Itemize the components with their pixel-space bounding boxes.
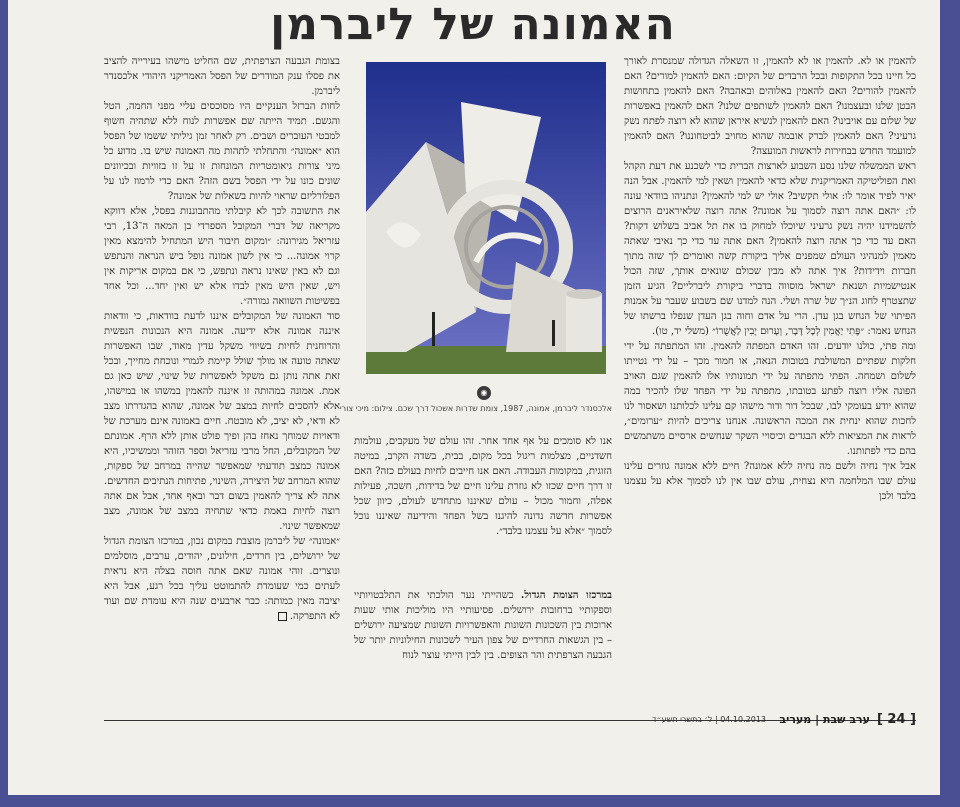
issue-date: 04.10.2013 | ל׳ בתשרי תשע״ד bbox=[652, 715, 766, 724]
paragraph: בצומת הגבעה הצרפתית, שם החליט מישהו בעירייה להציב את פסלו ענק המודרים של הפסל האמריקני היהודי אלכסנדר ליברמן. bbox=[104, 56, 340, 97]
newspaper-page bbox=[8, 0, 940, 795]
paragraph: אנו לא סומכים על אף אחד אחר. זהו עולם של מעקבים, עולמות חשדניים, מצלמות ריגול בכל מקום, בבית, בשדה הקרב, במיטה הזוגית, במקומות העבודה. האם אנו חייבים לחיות בעולם כזה? האם זו דרך חיים שכזו לא גוזרת עלינו חיים של בדידות, חשכה, פעילות אפלה, וחמור מכול – עולם שאיננו מתחדש לעולם, כיוון שכל אפשרות חדשה נדונה להיגנז בשל הפחד והידיעה שאיננו נוכל לסמוך ״אלא על עצמנו בלבד״. bbox=[354, 436, 612, 537]
photo-caption: אלכסנדר ליברמן, אמונה, 1987, צומת שדרות אשכול דרך שכם. צילום: מיכי צורי bbox=[339, 404, 612, 413]
end-mark-icon bbox=[278, 612, 287, 621]
page-number: [ 24 ] bbox=[876, 712, 916, 727]
paragraph: להאמין או לא. להאמין או לא להאמין, זו השאלה הגדולה שמנסרת לאורך כל חיינו בכל התקופות ובכל הרבדים של הקיום: האם להאמין למורים? האם להאמין להורים? האם להאמין באלוהים ובאהבה? האם להאמין בתחושות הבטן שלנו ובעצמנו? האם להאמין לשותפים שלנו? האם להאמין באפשרות של שלום עם אויבינו? האם להאמין לנשיא איראן שהוא לא רוצה לפתח נשק גרעיני? האם להאמין לברק אובמה שהוא מחויב לביטחוננו? האם להאמין למועמד החדש בבחירות לראשות המועצה? bbox=[624, 56, 916, 157]
paragraph: את התשובה לכך לא קיבלתי מהתבוננות בפסל, אלא דווקא מקריאה של דברי המקובל הספרדי בן המאה ה־13, רבי עזריאל מגירונה: ״ומקום חיבור היש המתחיל להימצא מאין קרוי אמונה... כי אין לשון אמונה נופל ביש הנראה והנתפש וגם לא באין שאינו נראה ונתפש, כי אם במקום אריקות אין ויש, שאין היש מאין לבדו אלא יש ואין יחד... וכל אחד בפשיטות השוואה גמורה״. bbox=[104, 206, 340, 307]
paragraph: לחות הברזל הענקיים היו מסוכסים עליי מפני החמה, הטל והגשם. תמיד הייתה שם אפשרות לנוח ללא שתהיה חשוף למבטי העוברים ושבים. רק לאחר זמן גיליתי ששמו של הפסל הוא ״אמונה״ והתחלתי לתהות מה האמונה שיש בו. מדוע כל מיני צורות גיאומטריות המונחות זו על זו בזוויות ובכיוונים שונים כונו על ידי הפסל בשם הזה? האם כדי לרמוז לנו על הפלורליזם שראוי להיות בשאלות של אמונה? bbox=[104, 101, 340, 202]
sculpture-photo bbox=[366, 62, 606, 374]
paragraph: אבל איך נחיה ולשם מה נחיה ללא אמונה? חיים ללא אמונה גוזרים עלינו עולם שבו המלחמה היא נצחית, עולם שבו אין לנו לסמוך אלא על עצמנו בלבד ולכן bbox=[624, 461, 916, 502]
article-column-middle-bottom bbox=[354, 588, 612, 714]
paragraph bbox=[104, 534, 340, 624]
paragraph: במרכזו הצומת הגדול. כשהייתי נער הולכתי את התלבטויותיי וספקותיי ברחובות ירושלים. פסיעותיי היו מוליכות אותי שעות ארוכות בין השכונות השונות והאפשרויות השונות שמציעה ירושלים – בין הגשאות החרדיים של צפון העיר לשכונות החילוניות יותר של הגבעה הצרפתית והר הצופים. בין לבין הייתי עוצר לנוח bbox=[354, 590, 612, 661]
camera-icon: ◉ bbox=[477, 386, 491, 400]
page-footer bbox=[104, 710, 916, 730]
paragraph-text: ״אמונה״ של ליברמן מוצבת במקום נכון, במרכזו הצומת הגדול של ירושלים, בין חרדים, חילונים, יהודים, ערבים, מוסלמים ונוצרים. זוהי אמונה שאם אתה חוסה בצלה היא נראית לעתים כמי שעומדת להתמוטט עליך בכל רגע, אבל היא יציבה מאין כמותה: כבר ארבעים שנה היא עומדת שם ועוד לא התפרקה. bbox=[104, 536, 340, 622]
article-headline: האמונה של ליברמן bbox=[270, 0, 676, 50]
paragraph: ראש הממשלה שלנו נסע השבוע לארצות הברית כדי לשכנע את דעת הקהל ואת הפוליטיקה האמריקנית שלא כדאי להאמין ושאין למי להאמין. אבל הנה יאיר לפיד אומר לו: אולי תקשיב? אולי יש למי להאמין? ונתניהו בוודאי עונה לו: ״האם אתה רוצה לסמוך על אמונה? אתה רוצה שלאיראנים הרוצים להשמידנו יהיה נשק גרעיני שיוכלו למחוק בו את תל אביב בשלוש דקות? האם עד כדי כך אתה רוצה להאמין? האם אתה עד כדי כך נאיבי שאתה מאמין למנהיגי העולם שמפנים אליך ביקורת קשה ואומרים לך שזה מתוך חברות וידידות? איך אתה לא מבין שכולם שונאים אותך, שזה הכול אנטישמיות ושנאת ישראל מוסווה בדברי ביקורת ליברליים? הגיע הזמן שתצטרף לחוג הנ״ך של שרה ושלי. הנה למדנו שם בשבוע שעבר על אמנות הפיתוי של הנחש בגן עדן. הרי על אדם וחוה בגן העדן שנפלו ברשתו של הנחש נאמר: ״פֶּתִי יַאֲמִין לְכָל דָּבָר, וְעָרוּם יָבִין לַאֲשֻׁרוֹ״ (משלי יד, טו). bbox=[624, 161, 916, 337]
paragraph: ומה פתי, כולנו יודעים. זהו האדם המפתה להאמין. זהו המתפתה על ידי חלקות שפתיים המשולבת בטובות הנאה, או חמור מכך – על ידי נטייתו לשלום ושמחה. הפתי מתפתה על ידי תמונותיו אלו להאמין שגם האויב הפונה אליו רוצה לפתע בטובתו, מתפתה על ידי הפחד שלו להכיר במה שהוא יודע בעומקי לבו, שבכל דור ודור מישהו קם עלינו לכלותנו ושאסור לנו לחכות שהוא ינחית את המכה הראשונה. אנחנו צריכים להיות ״ערומים״, לראות את המציאות ללא הבגדים וכיסויי השקר שנחשים ארסיים משתמשים בהם כדי לפתותנו. bbox=[624, 341, 916, 457]
sculpture-illustration bbox=[366, 62, 606, 374]
publication-name: ערב שבת | מעריב bbox=[779, 713, 870, 726]
subheading: במרכזו הצומת הגדול. bbox=[520, 590, 612, 601]
article-column-middle-top bbox=[354, 434, 612, 586]
article-column-left bbox=[104, 54, 340, 714]
paragraph: סוד האמונה של המקובלים איננו לדעת בוודאות, כי וודאות איננה אמונה אלא ידיעה. אמונה היא הנכונות הנפשית והרוחנית לחיות בשיווי משקל עדין מאוד, שבו האפשרות שאתה טועה או מולך שולל קיימת לגמרי ונוכחת מחייך, ובכל זאת אתה נותן גם משקל לאפשרות של שינוי, שיש כאן גם אמת. אמונה במהותה זו איננה להאמין במשהו או במישהו, אלא להסכים לחיות במצב של אמונה, שהוא בהגדרתו מצב לא ודאי, לא יציב, לא מובטח. חיים באמונה אינם מערכת של ודאויות שמוחך נאחז בהן ופיך פולט אותן ללא הרף. אמונתם של המקובלים, החל מרבי עזריאל וספר הזוהר וממשיכיו, היא אמונה כמצב תודעתי שמאפשר שהייה במרחב של ספקות, שהוא המרחב של היצירה, השינוי, פתיחות הנתיבים החדשים. אתה לא צריך להאמין בשום דבר ובאף אחד, אבל אם אתה רוצה לחיות באמת כדאי שתחיה במצב של אמונה, מצב שמאפשר שינוי. bbox=[104, 311, 340, 532]
article-column-right bbox=[624, 54, 916, 714]
